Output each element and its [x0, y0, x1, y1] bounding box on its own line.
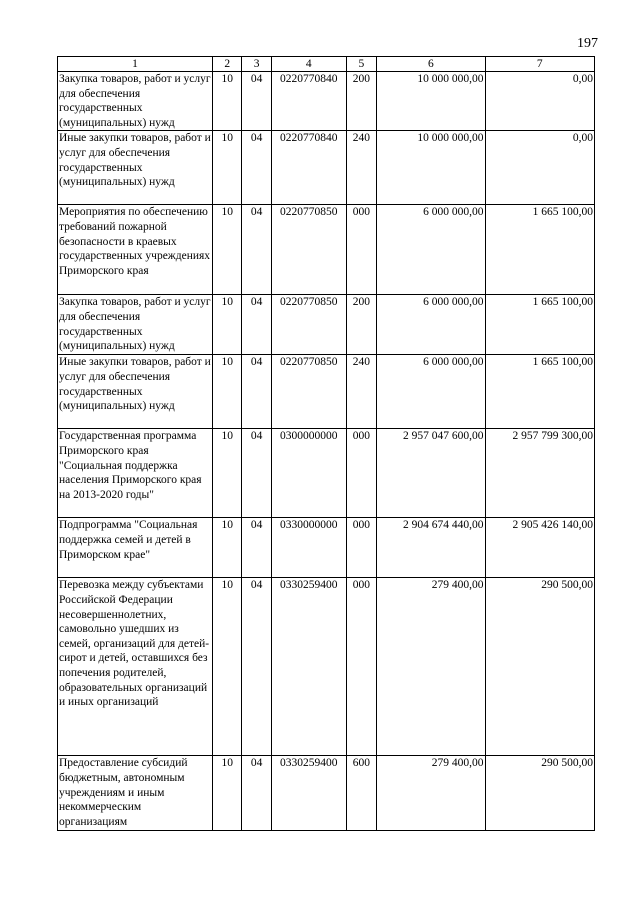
- row-name: Перевозка между субъектами Российской Федерации несовершеннолетних, самовольно ушедших из семей, организаций для детей-сирот и детей, оставшихся без попечения родителей, образовательных организаций и иных организаций: [58, 578, 213, 756]
- header-col-7: 7: [485, 57, 594, 72]
- row-subsection: 04: [242, 355, 271, 429]
- row-name: Государственная программа Приморского края "Социальная поддержка населения Приморского края на 2013-2020 годы": [58, 429, 213, 518]
- row-subsection: 04: [242, 518, 271, 578]
- header-col-1: 1: [58, 57, 213, 72]
- row-amount-col7: 290 500,00: [485, 578, 594, 756]
- row-expense-type: 000: [346, 578, 376, 756]
- row-amount-col6: 279 400,00: [377, 756, 485, 831]
- row-target-article: 0330000000: [271, 518, 346, 578]
- row-name: Предоставление субсидий бюджетным, автономным учреждениям и иным некоммерческим организациям: [58, 756, 213, 831]
- row-expense-type: 240: [346, 131, 376, 205]
- row-subsection: 04: [242, 756, 271, 831]
- row-subsection: 04: [242, 72, 271, 131]
- header-col-4: 4: [271, 57, 346, 72]
- row-section: 10: [213, 578, 242, 756]
- row-target-article: 0330259400: [271, 756, 346, 831]
- row-target-article: 0220770840: [271, 131, 346, 205]
- row-amount-col7: 0,00: [485, 72, 594, 131]
- row-section: 10: [213, 205, 242, 295]
- row-expense-type: 000: [346, 518, 376, 578]
- table-row: [58, 518, 595, 578]
- row-amount-col7: 1 665 100,00: [485, 295, 594, 355]
- table-row: [58, 355, 595, 429]
- table-row: [58, 578, 595, 756]
- row-expense-type: 240: [346, 355, 376, 429]
- row-name: Мероприятия по обеспечению требований пожарной безопасности в краевых государственных учреждениях Приморского края: [58, 205, 213, 295]
- row-subsection: 04: [242, 578, 271, 756]
- row-target-article: 0220770850: [271, 355, 346, 429]
- row-amount-col6: 279 400,00: [377, 578, 485, 756]
- budget-table: [57, 56, 595, 831]
- row-amount-col6: 6 000 000,00: [377, 295, 485, 355]
- row-amount-col7: 2 905 426 140,00: [485, 518, 594, 578]
- row-name: Закупка товаров, работ и услуг для обеспечения государственных (муниципальных) нужд: [58, 295, 213, 355]
- table-row: [58, 295, 595, 355]
- page-number: 197: [577, 36, 598, 51]
- row-subsection: 04: [242, 429, 271, 518]
- table-row: [58, 429, 595, 518]
- header-col-5: 5: [346, 57, 376, 72]
- table-row: [58, 756, 595, 831]
- row-name: Закупка товаров, работ и услуг для обеспечения государственных (муниципальных) нужд: [58, 72, 213, 131]
- header-col-2: 2: [213, 57, 242, 72]
- row-section: 10: [213, 72, 242, 131]
- table-row: [58, 131, 595, 205]
- row-amount-col7: 290 500,00: [485, 756, 594, 831]
- row-target-article: 0330259400: [271, 578, 346, 756]
- row-name: Иные закупки товаров, работ и услуг для обеспечения государственных (муниципальных) нужд: [58, 131, 213, 205]
- row-target-article: 0300000000: [271, 429, 346, 518]
- row-expense-type: 600: [346, 756, 376, 831]
- row-name: Подпрограмма "Социальная поддержка семей и детей в Приморском крае": [58, 518, 213, 578]
- row-subsection: 04: [242, 131, 271, 205]
- row-expense-type: 200: [346, 72, 376, 131]
- row-amount-col6: 6 000 000,00: [377, 355, 485, 429]
- row-subsection: 04: [242, 205, 271, 295]
- row-section: 10: [213, 295, 242, 355]
- table-row: [58, 72, 595, 131]
- row-amount-col7: 2 957 799 300,00: [485, 429, 594, 518]
- row-amount-col6: 6 000 000,00: [377, 205, 485, 295]
- row-subsection: 04: [242, 295, 271, 355]
- row-amount-col6: 2 957 047 600,00: [377, 429, 485, 518]
- header-col-6: 6: [377, 57, 485, 72]
- row-amount-col6: 10 000 000,00: [377, 72, 485, 131]
- row-amount-col7: 1 665 100,00: [485, 355, 594, 429]
- row-section: 10: [213, 429, 242, 518]
- row-amount-col7: 0,00: [485, 131, 594, 205]
- row-name: Иные закупки товаров, работ и услуг для обеспечения государственных (муниципальных) нужд: [58, 355, 213, 429]
- row-target-article: 0220770840: [271, 72, 346, 131]
- table-header-row: [58, 57, 595, 72]
- row-expense-type: 200: [346, 295, 376, 355]
- row-expense-type: 000: [346, 429, 376, 518]
- row-amount-col6: 2 904 674 440,00: [377, 518, 485, 578]
- row-target-article: 0220770850: [271, 295, 346, 355]
- row-section: 10: [213, 518, 242, 578]
- row-target-article: 0220770850: [271, 205, 346, 295]
- row-section: 10: [213, 756, 242, 831]
- row-section: 10: [213, 355, 242, 429]
- row-amount-col6: 10 000 000,00: [377, 131, 485, 205]
- row-expense-type: 000: [346, 205, 376, 295]
- header-col-3: 3: [242, 57, 271, 72]
- row-section: 10: [213, 131, 242, 205]
- table-row: [58, 205, 595, 295]
- row-amount-col7: 1 665 100,00: [485, 205, 594, 295]
